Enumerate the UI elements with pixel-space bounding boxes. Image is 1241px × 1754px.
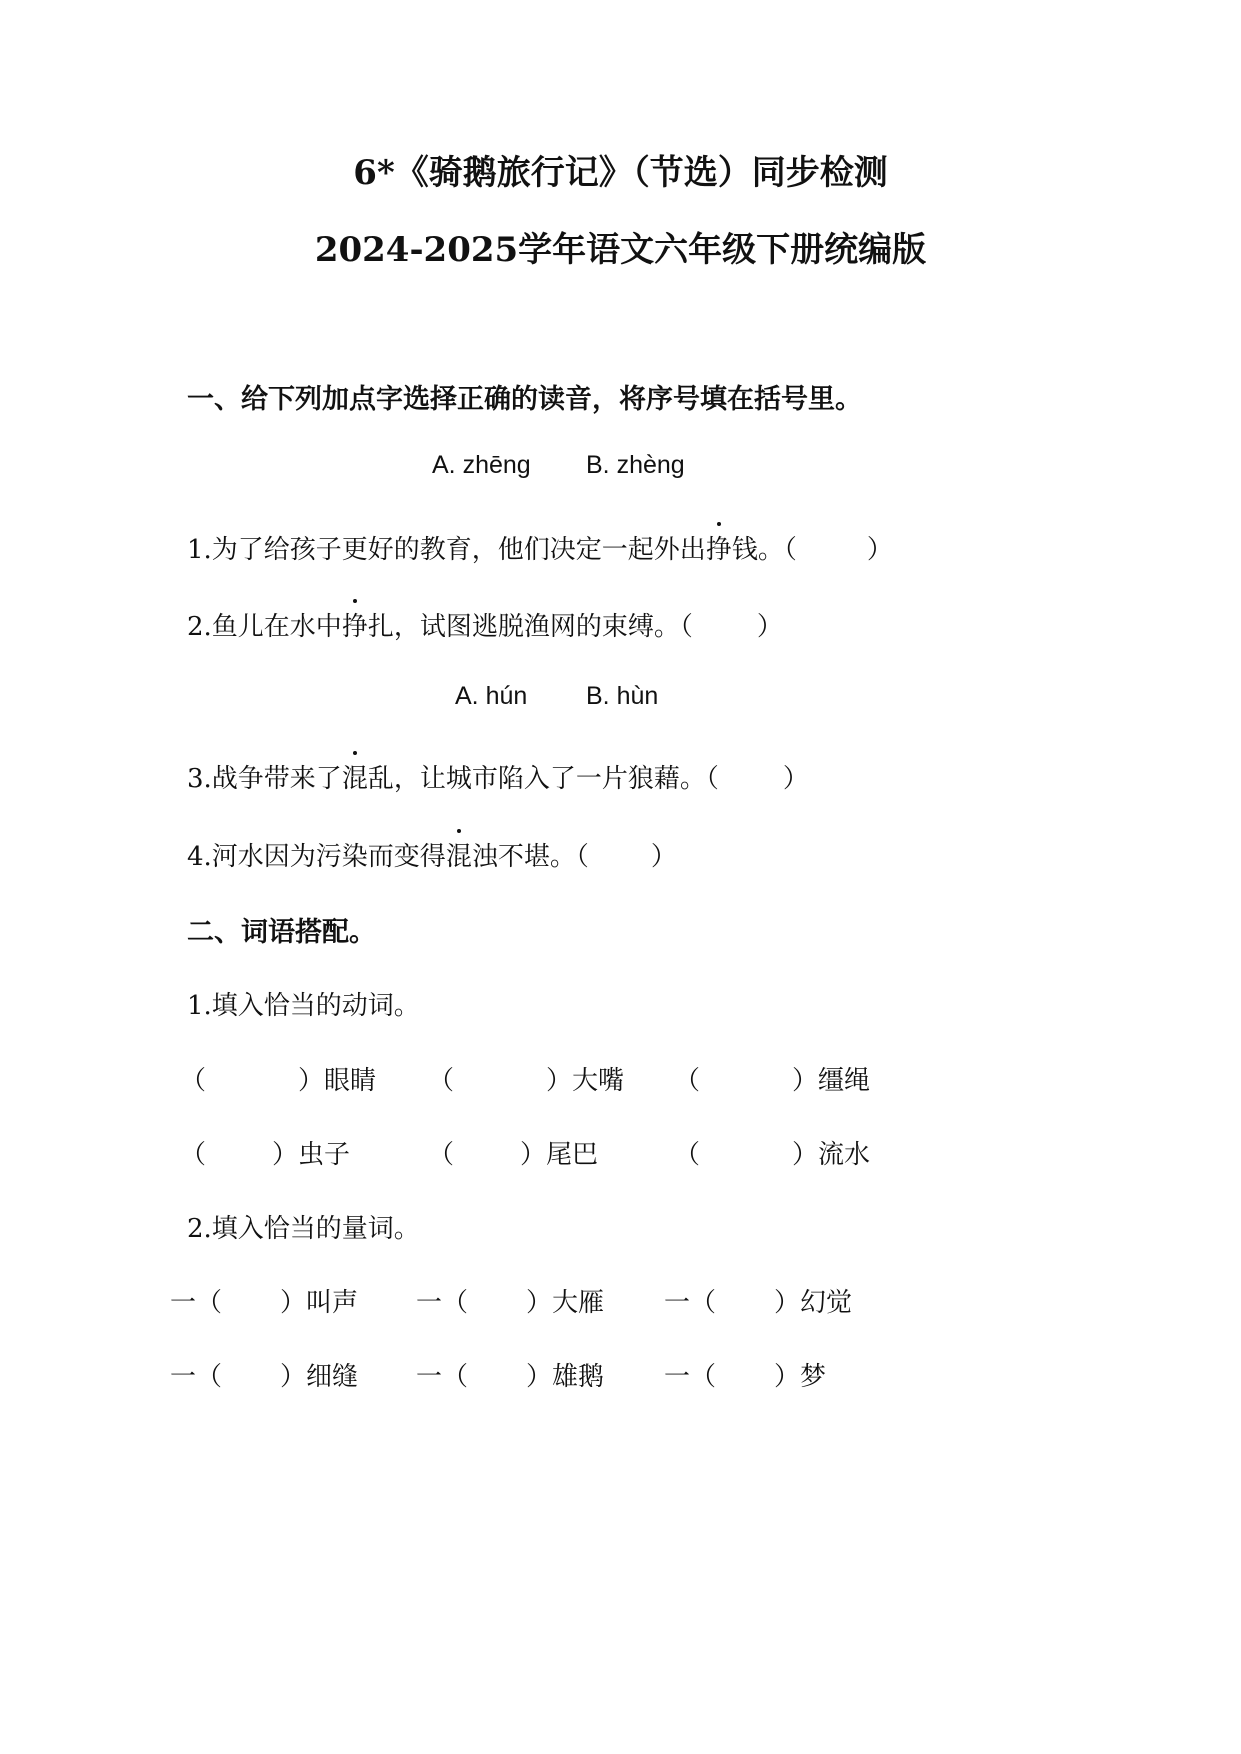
q4-text-after: 浊不堪。（ [471, 842, 589, 872]
measure-blank-2[interactable]: 一（ ）大雁 [416, 1288, 605, 1318]
measure-blank-5[interactable]: 一（ ）雄鹅 [416, 1362, 605, 1392]
verb-word: 大嘴 [572, 1066, 625, 1096]
question-3 [187, 758, 809, 795]
verb-word: 流水 [818, 1140, 871, 1170]
q3-close-paren: ） [782, 764, 809, 794]
measure-blank-4[interactable]: 一（ ）细缝 [170, 1362, 359, 1392]
q2-dotted-char: 挣 [342, 606, 368, 643]
page-title: 6*《骑鹅旅行记》（节选）同步检测 [353, 153, 888, 193]
verb-blank-3[interactable]: （ ）缰绳 [674, 1066, 871, 1096]
q2-text-before: 2.鱼儿在水中 [187, 612, 342, 642]
q1-dotted-char: 挣 [706, 529, 732, 566]
verb-blank-2[interactable]: （ ）大嘴 [428, 1066, 625, 1096]
verb-blank-1[interactable]: （ ）眼睛 [180, 1066, 377, 1096]
verb-word: 眼睛 [324, 1066, 377, 1096]
option-b-zheng: B. zhèng [586, 451, 685, 479]
verb-blank-5[interactable]: （ ）尾巴 [428, 1140, 599, 1170]
verb-blank-6[interactable]: （ ）流水 [674, 1140, 871, 1170]
q4-text-before: 4.河水因为污染而变得 [187, 842, 446, 872]
verb-word: 缰绳 [818, 1066, 871, 1096]
section1-heading: 一、给下列加点字选择正确的读音，将序号填在括号里。 [187, 384, 862, 415]
q3-dotted-char: 混 [342, 758, 368, 795]
measure-word: 叫声 [306, 1288, 359, 1318]
section2-heading: 二、词语搭配。 [187, 917, 376, 948]
verb-blank-4[interactable]: （ ）虫子 [180, 1140, 351, 1170]
option-a-hun: A. hún [455, 682, 528, 710]
q3-text-after: 乱，让城市陷入了一片狼藉。（ [367, 764, 719, 794]
section2-sub1: 1.填入恰当的动词。 [187, 991, 420, 1021]
measure-word: 幻觉 [800, 1288, 853, 1318]
question-4 [187, 836, 677, 873]
question-1 [187, 529, 893, 566]
question-2 [187, 606, 783, 643]
measure-word: 大雁 [552, 1288, 605, 1318]
section2-sub2: 2.填入恰当的量词。 [187, 1214, 420, 1244]
q1-text-after: 钱。（ [731, 535, 797, 565]
option-a-zheng: A. zhēng [432, 451, 531, 479]
q3-text-before: 3.战争带来了 [187, 764, 342, 794]
measure-blank-3[interactable]: 一（ ）幻觉 [664, 1288, 853, 1318]
measure-word: 梦 [800, 1362, 827, 1392]
measure-word: 雄鹅 [552, 1362, 605, 1392]
verb-word: 尾巴 [546, 1140, 599, 1170]
q4-dotted-char: 混 [446, 836, 472, 873]
option-b-hun: B. hùn [586, 682, 659, 710]
measure-word: 细缝 [306, 1362, 359, 1392]
page-subtitle: 2024-2025学年语文六年级下册统编版 [314, 230, 927, 270]
q1-text-before: 1.为了给孩子更好的教育，他们决定一起外出 [187, 535, 706, 565]
q2-text-after: 扎，试图逃脱渔网的束缚。（ [367, 612, 693, 642]
q2-close-paren: ） [756, 612, 783, 642]
measure-blank-6[interactable]: 一（ ）梦 [664, 1362, 827, 1392]
q1-close-paren: ） [866, 535, 893, 565]
verb-word: 虫子 [298, 1140, 351, 1170]
q4-close-paren: ） [650, 842, 677, 872]
measure-blank-1[interactable]: 一（ ）叫声 [170, 1288, 359, 1318]
